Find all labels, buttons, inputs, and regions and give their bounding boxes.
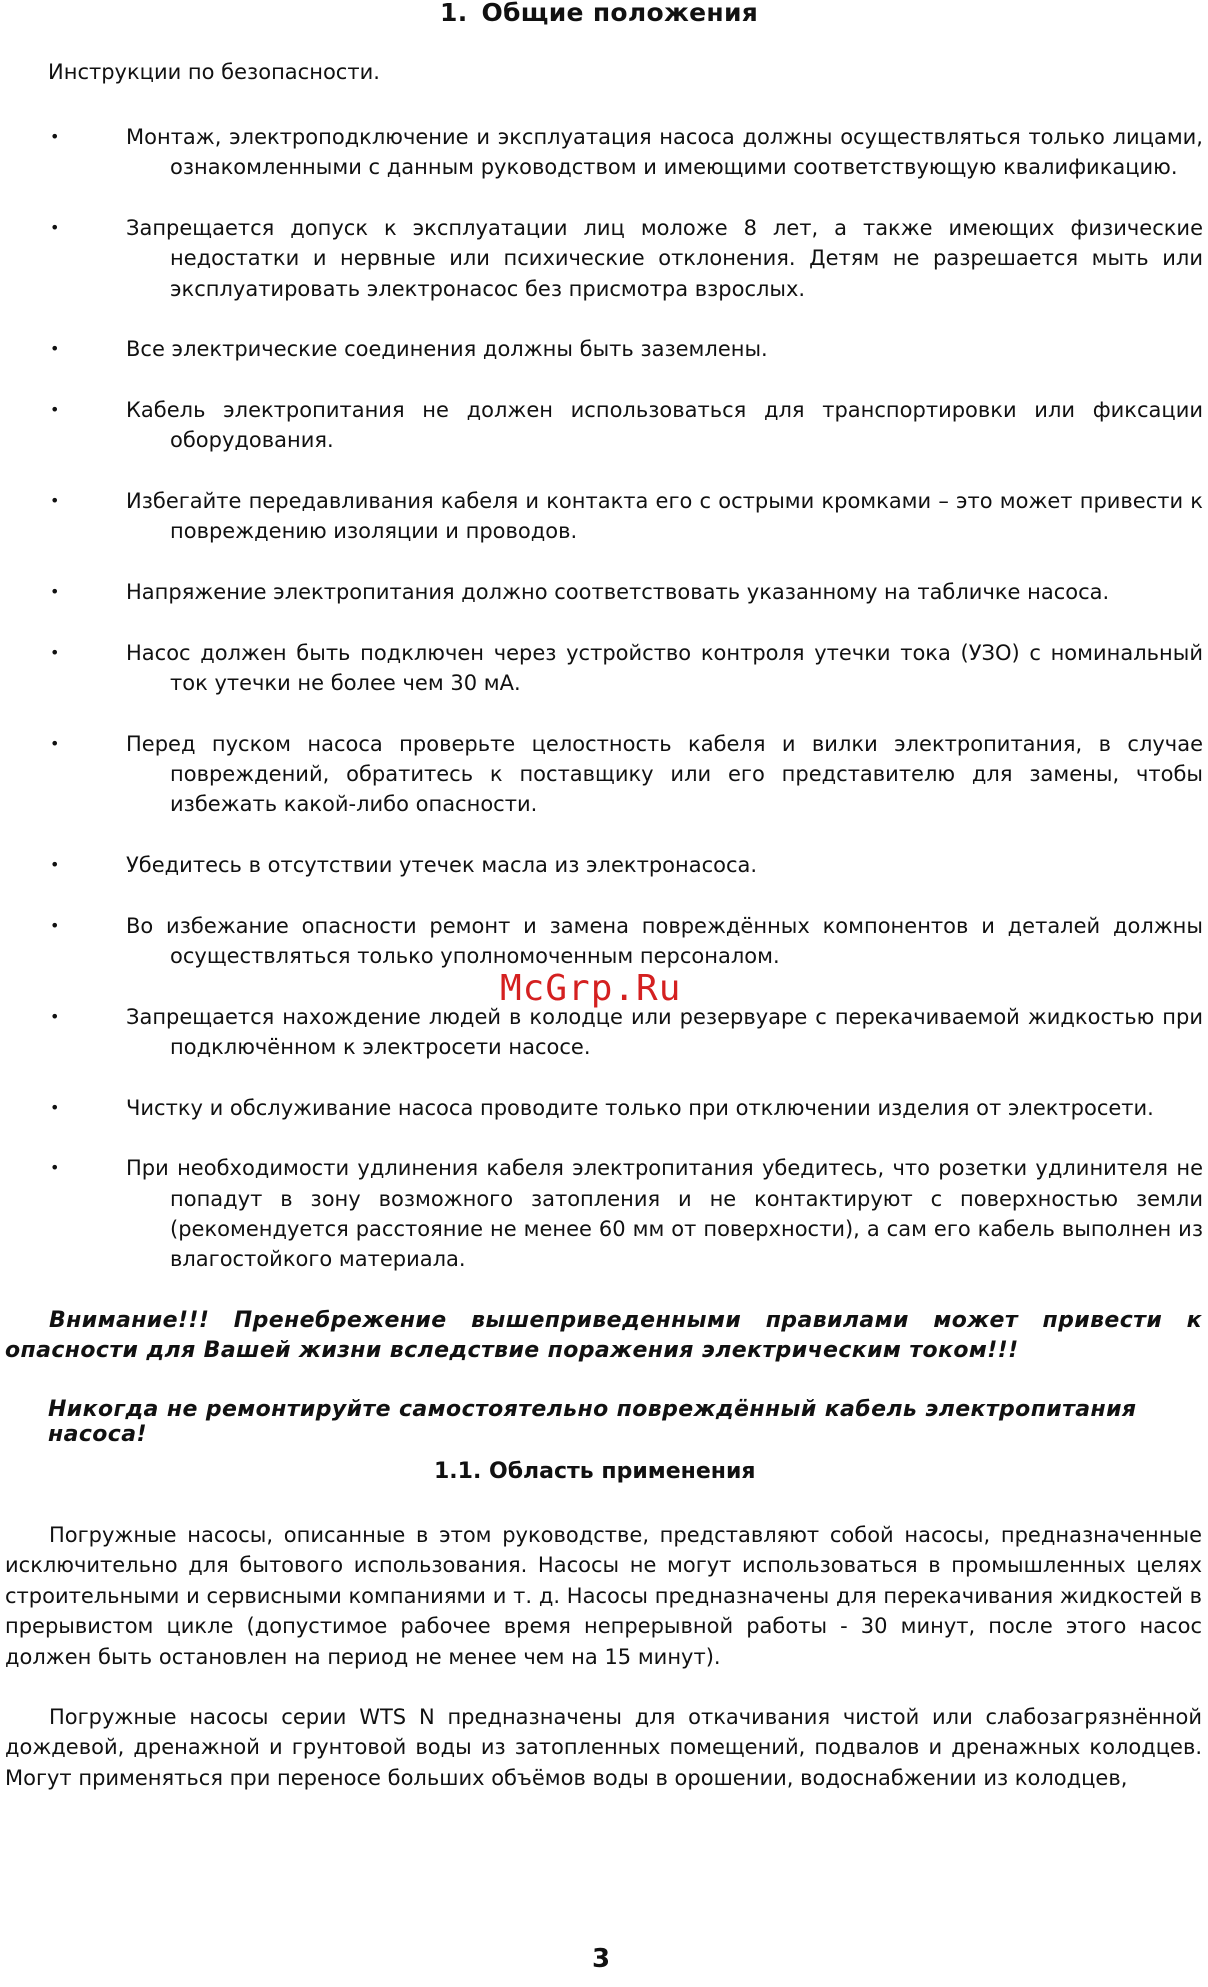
bullet-icon: • xyxy=(50,400,60,419)
list-item xyxy=(0,122,1208,183)
application-paragraph: Погружные насосы, описанные в этом руководстве, представляют собой насосы, предназначенные исключительно для бытового использования. Насосы не могут использоваться в промышленных целях строительными и сервисными компаниями и т. д. Насосы предназначены для перекачивания жидкостей в прерывистом цикле (допустимое рабочее время непрерывной работы - 30 минут, после этого насос должен быть остановлен на период не менее чем на 15 минут). xyxy=(5,1523,1202,1669)
list-item xyxy=(0,395,1208,456)
electric-shock-warning: Внимание!!! Пренебрежение вышеприведенными правилами может привести к опасности для Вашей жизни вследствие поражения электрическим током!!! xyxy=(5,1308,1202,1364)
list-item xyxy=(0,577,1208,607)
list-item-text: Чистку и обслуживание насоса проводите только при отключении изделия от электросети. xyxy=(126,1095,1154,1120)
safety-intro: Инструкции по безопасности. xyxy=(48,60,380,84)
list-item xyxy=(0,729,1208,820)
list-item xyxy=(0,486,1208,547)
safety-list xyxy=(0,122,1208,1305)
application-paragraph: Погружные насосы серии WTS N предназначены для откачивания чистой или слабозагрязнённой дождевой, дренажной и грунтовой воды из затопленных помещений, подвалов и дренажных колодцев. Могут применяться при переносе больших объёмов воды в орошении, водоснабжении из колодцев, xyxy=(5,1705,1202,1790)
list-item-text: Напряжение электропитания должно соответствовать указанному на табличке насоса. xyxy=(126,580,1110,604)
list-item xyxy=(0,1153,1208,1275)
list-item-text: Перед пуском насоса проверьте целостность кабеля и вилки электропитания, в случае повреждений, обратитесь к поставщику или его представителю для замены, чтобы избежать какой-либо опасности. xyxy=(126,731,1203,817)
list-item xyxy=(0,911,1208,972)
bullet-icon: • xyxy=(50,642,60,662)
bullet-icon: • xyxy=(50,1097,60,1117)
cable-repair-warning: Никогда не ремонтируйте самостоятельно повреждённый кабель электропитания насоса! xyxy=(48,1397,1137,1447)
watermark: McGrp.Ru xyxy=(500,968,682,1009)
section-number: 1. xyxy=(440,0,468,27)
list-item xyxy=(0,334,1208,364)
section-title-text: Общие положения xyxy=(481,0,759,27)
bullet-icon: • xyxy=(50,127,60,146)
bullet-icon: • xyxy=(50,491,60,510)
list-item xyxy=(0,850,1208,880)
bullet-icon: • xyxy=(50,1006,60,1026)
list-item-text: Запрещается допуск к эксплуатации лиц моложе 8 лет, а также имеющих физические недостатки и нервные или психические отклонения. Детям не разрешается мыть или эксплуатировать электронасос без присмотра взрослых. xyxy=(126,216,1203,301)
list-item-text: Монтаж, электроподключение и эксплуатация насоса должны осуществляться только лицами, ознакомленными с данным руководством и имеющими соответствующую квалификацию. xyxy=(126,125,1203,180)
list-item-text: Все электрические соединения должны быть заземлены. xyxy=(126,337,768,362)
list-item xyxy=(0,213,1208,304)
section-title xyxy=(440,0,758,27)
bullet-icon: • xyxy=(50,855,60,874)
list-item xyxy=(0,1002,1208,1063)
bullet-icon: • xyxy=(50,582,60,601)
list-item xyxy=(0,638,1208,699)
list-item xyxy=(0,1093,1208,1123)
bullet-icon: • xyxy=(50,1158,60,1178)
list-item-text: Избегайте передавливания кабеля и контакта его с острыми кромками – это может привести к повреждению изоляции и проводов. xyxy=(126,489,1203,544)
page-number: 3 xyxy=(592,1944,611,1974)
bullet-icon: • xyxy=(50,218,60,237)
list-item-text: Во избежание опасности ремонт и замена повреждённых компонентов и деталей должны осуществляться только уполномоченным персоналом. xyxy=(126,913,1203,968)
bullet-icon: • xyxy=(50,733,60,753)
list-item-text: Запрещается нахождение людей в колодце или резервуаре с перекачиваемой жидкостью при подключённом к электросети насосе. xyxy=(126,1004,1203,1059)
subsection-title: 1.1. Область применения xyxy=(434,1459,756,1484)
list-item-text: Насос должен быть подключен через устройство контроля утечки тока (УЗО) с номинальный ток утечки не более чем 30 мА. xyxy=(126,640,1203,695)
list-item-text: При необходимости удлинения кабеля электропитания убедитесь, что розетки удлинителя не попадут в зону возможного затопления и не контактируют с поверхностью земли (рекомендуется расстояние не менее 60 мм от поверхности), а сам его кабель выполнен из влагостойкого материала. xyxy=(126,1156,1203,1272)
list-item-text: Убедитесь в отсутствии утечек масла из электронасоса. xyxy=(126,853,758,877)
bullet-icon: • xyxy=(50,915,60,935)
list-item-text: Кабель электропитания не должен использоваться для транспортировки или фиксации оборудования. xyxy=(126,398,1203,453)
bullet-icon: • xyxy=(50,339,60,359)
